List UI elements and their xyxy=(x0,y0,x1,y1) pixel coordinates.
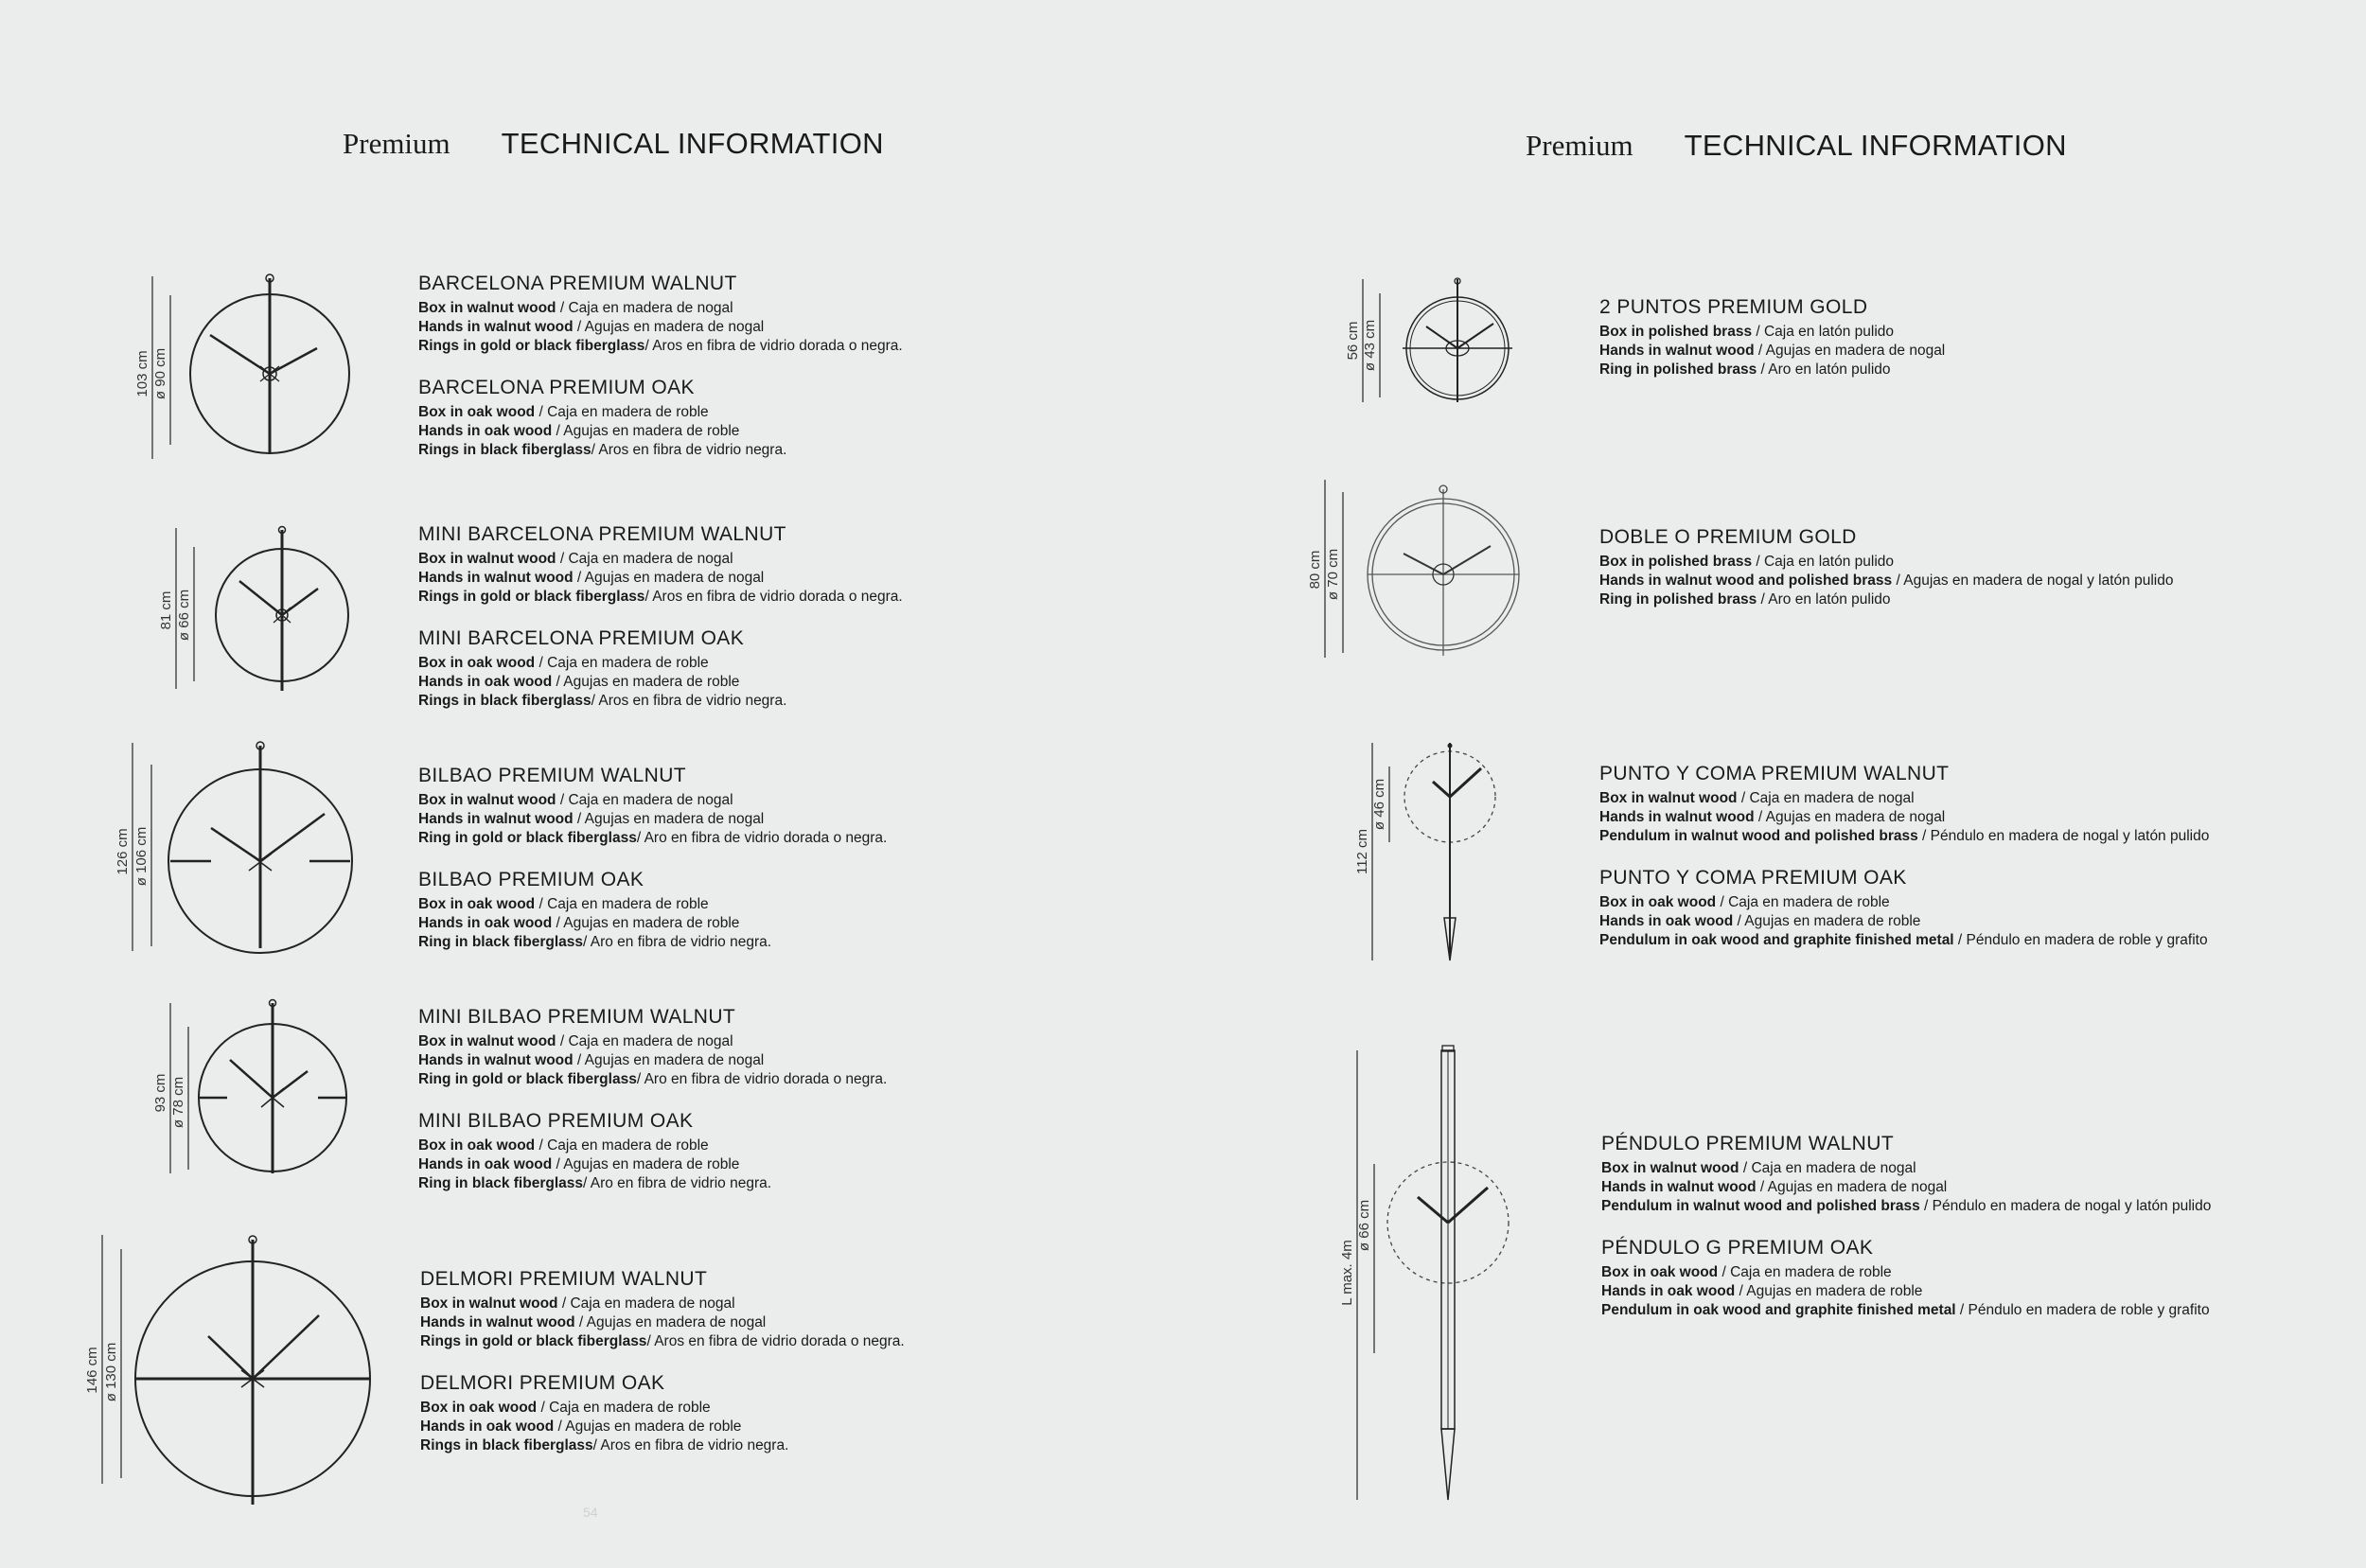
spec-translation: / Agujas en madera de roble xyxy=(1733,913,1921,929)
product-block xyxy=(418,1110,887,1193)
spec-translation: / Aro en fibra de vidrio dorada o negra. xyxy=(636,1071,888,1087)
spec-line xyxy=(1599,808,2209,827)
product-block xyxy=(1599,526,2173,609)
spec-translation: / Agujas en madera de nogal xyxy=(574,1314,767,1330)
spec-material: Hands in walnut wood xyxy=(420,1314,575,1330)
spec-translation: / Caja en madera de roble xyxy=(1716,894,1890,910)
product-block xyxy=(418,765,887,848)
spec-material: Hands in walnut wood and polished brass xyxy=(1599,573,1893,589)
spec-material: Rings in gold or black fiberglass xyxy=(418,589,645,605)
product-name: PÉNDULO PREMIUM WALNUT xyxy=(1601,1133,1895,1154)
spec-material: Rings in gold or black fiberglass xyxy=(420,1333,647,1349)
spec-material: Hands in walnut wood xyxy=(1599,343,1755,359)
spec-line xyxy=(1599,323,1945,342)
spec-line xyxy=(420,1399,905,1418)
dimension-diameter: ø 66 cm xyxy=(176,589,192,642)
spec-material: Ring in black fiberglass xyxy=(418,1175,583,1191)
product-block xyxy=(418,627,903,711)
spec-translation: / Agujas en madera de nogal xyxy=(1754,343,1946,359)
spec-translation: / Caja en madera de roble xyxy=(535,404,709,420)
spec-line xyxy=(418,1155,887,1174)
spec-material: Pendulum in oak wood and graphite finished metal xyxy=(1599,932,1954,948)
spec-translation: / Aros en fibra de vidrio negra. xyxy=(591,442,787,458)
spec-line xyxy=(418,791,887,810)
spec-translation: / Caja en madera de nogal xyxy=(556,300,733,316)
spec-material: Box in walnut wood xyxy=(1601,1160,1739,1176)
spec-material: Box in oak wood xyxy=(1599,894,1717,910)
dimension-height: 56 cm xyxy=(1345,321,1361,361)
right-entry-2 xyxy=(1599,763,2209,971)
spec-translation: / Caja en madera de nogal xyxy=(1739,1160,1916,1176)
2-puntos-clock-drawing xyxy=(1334,274,1524,416)
spec-line xyxy=(418,810,887,829)
spec-line xyxy=(418,337,903,356)
mini-bilbao-clock-drawing xyxy=(147,994,364,1183)
spec-material: Ring in gold or black fiberglass xyxy=(418,830,637,846)
spec-material: Hands in walnut wood xyxy=(418,1052,574,1068)
series-label: Premium xyxy=(1526,129,1633,162)
spec-line xyxy=(418,1032,887,1051)
spec-translation: / Agujas en madera de nogal xyxy=(573,319,765,335)
product-name: PÉNDULO G PREMIUM OAK xyxy=(1601,1237,1874,1259)
spec-line xyxy=(1599,912,2209,931)
spec-line xyxy=(418,933,887,952)
spec-line xyxy=(418,441,903,460)
left-entry-4 xyxy=(420,1268,905,1476)
spec-material: Hands in oak wood xyxy=(1601,1283,1736,1299)
spec-translation: / Agujas en madera de roble xyxy=(554,1418,742,1435)
right-entry-3 xyxy=(1601,1133,2211,1341)
spec-material: Ring in black fiberglass xyxy=(418,934,583,950)
spec-material: Rings in black fiberglass xyxy=(418,693,592,709)
spec-material: Ring in polished brass xyxy=(1599,361,1757,378)
spec-translation: / Aros en fibra de vidrio dorada o negra. xyxy=(646,1333,905,1349)
product-block xyxy=(420,1372,905,1455)
spec-translation: / Caja en madera de roble xyxy=(535,1137,709,1154)
spec-translation: / Agujas en madera de roble xyxy=(1735,1283,1923,1299)
spec-line xyxy=(418,422,903,441)
spec-line xyxy=(1601,1282,2211,1301)
spec-material: Ring in gold or black fiberglass xyxy=(418,1071,637,1087)
spec-line xyxy=(418,1051,887,1070)
right-entry-1 xyxy=(1599,526,2173,630)
spec-material: Box in walnut wood xyxy=(418,792,556,808)
page-title: TECHNICAL INFORMATION xyxy=(501,127,884,160)
product-block xyxy=(420,1268,905,1351)
spec-material: Box in walnut wood xyxy=(1599,790,1738,806)
spec-material: Hands in walnut wood xyxy=(1599,809,1755,825)
spec-line xyxy=(420,1313,905,1332)
spec-line xyxy=(1599,931,2209,950)
spec-line xyxy=(1599,893,2209,912)
spec-material: Box in oak wood xyxy=(418,655,536,671)
dimension-diameter: ø 70 cm xyxy=(1325,548,1341,601)
spec-translation: / Agujas en madera de roble xyxy=(552,423,740,439)
spec-material: Box in polished brass xyxy=(1599,554,1753,570)
spec-translation: / Aros en fibra de vidrio dorada o negra. xyxy=(644,589,903,605)
spec-material: Hands in oak wood xyxy=(418,915,553,931)
dimension-diameter: ø 130 cm xyxy=(103,1342,119,1402)
spec-translation: / Aros en fibra de vidrio negra. xyxy=(592,1437,789,1453)
spec-material: Hands in oak wood xyxy=(418,1156,553,1172)
mini-barcelona-clock-drawing xyxy=(151,520,360,700)
spec-material: Box in oak wood xyxy=(418,404,536,420)
product-name: MINI BILBAO PREMIUM WALNUT xyxy=(418,1006,736,1028)
dimension-diameter: ø 43 cm xyxy=(1362,319,1378,372)
spec-material: Hands in walnut wood xyxy=(1601,1179,1757,1195)
product-name: MINI BARCELONA PREMIUM WALNUT xyxy=(418,523,786,545)
spec-line xyxy=(418,588,903,607)
spec-material: Rings in gold or black fiberglass xyxy=(418,338,645,354)
product-block xyxy=(418,273,903,356)
spec-material: Box in polished brass xyxy=(1599,324,1753,340)
spec-translation: / Caja en madera de roble xyxy=(1718,1264,1892,1280)
spec-line xyxy=(418,654,903,673)
spec-translation: / Agujas en madera de nogal xyxy=(573,1052,765,1068)
spec-material: Hands in walnut wood xyxy=(418,319,574,335)
spec-translation: / Caja en madera de nogal xyxy=(1737,790,1915,806)
spec-material: Hands in walnut wood xyxy=(418,570,574,586)
right-entry-0 xyxy=(1599,296,1945,400)
dimension-height: 93 cm xyxy=(152,1073,168,1113)
spec-translation: / Agujas en madera de nogal xyxy=(1756,1179,1948,1195)
spec-material: Rings in black fiberglass xyxy=(420,1437,593,1453)
spec-translation: / Aros en fibra de vidrio negra. xyxy=(591,693,787,709)
spec-translation: / Péndulo en madera de nogal y latón pulido xyxy=(1919,1198,2212,1214)
spec-line xyxy=(1599,553,2173,572)
dimension-length: L max. 4m xyxy=(1339,1240,1355,1306)
dimension-height: 81 cm xyxy=(158,590,174,630)
product-name: DELMORI PREMIUM OAK xyxy=(420,1372,665,1394)
product-name: BARCELONA PREMIUM WALNUT xyxy=(418,273,737,294)
spec-translation: / Aros en fibra de vidrio dorada o negra. xyxy=(644,338,903,354)
spec-translation: / Agujas en madera de nogal xyxy=(573,811,765,827)
delmori-clock-drawing xyxy=(80,1230,383,1505)
product-name: PUNTO Y COMA PREMIUM OAK xyxy=(1599,867,1907,889)
doble-o-clock-drawing xyxy=(1301,478,1538,667)
product-block xyxy=(1601,1237,2211,1320)
spec-material: Hands in oak wood xyxy=(418,423,553,439)
spec-translation: / Caja en madera de nogal xyxy=(556,1033,733,1049)
spec-line xyxy=(420,1436,905,1455)
spec-material: Pendulum in walnut wood and polished brass xyxy=(1601,1198,1920,1214)
spec-translation: / Agujas en madera de roble xyxy=(552,1156,740,1172)
spec-material: Box in oak wood xyxy=(418,1137,536,1154)
spec-line xyxy=(1601,1159,2211,1178)
spec-translation: / Caja en madera de nogal xyxy=(557,1295,735,1312)
spec-translation: / Aro en latón pulido xyxy=(1757,361,1891,378)
product-block xyxy=(1599,296,1945,379)
spec-material: Box in oak wood xyxy=(418,896,536,912)
spec-line xyxy=(418,569,903,588)
spec-line xyxy=(420,1332,905,1351)
dimension-diameter: ø 46 cm xyxy=(1371,778,1387,831)
product-block xyxy=(1601,1133,2211,1216)
left-entry-2 xyxy=(418,765,887,973)
spec-line xyxy=(1601,1301,2211,1320)
spec-material: Rings in black fiberglass xyxy=(418,442,592,458)
dimension-diameter: ø 66 cm xyxy=(1356,1199,1372,1252)
series-label: Premium xyxy=(343,127,450,160)
barcelona-clock-drawing xyxy=(123,265,369,473)
spec-translation: / Péndulo en madera de roble y grafito xyxy=(1955,1302,2210,1318)
dimension-diameter: ø 106 cm xyxy=(133,826,150,887)
spec-line xyxy=(1601,1178,2211,1197)
bilbao-clock-drawing xyxy=(109,738,374,956)
spec-translation: / Agujas en madera de nogal xyxy=(1754,809,1946,825)
dimension-height: 103 cm xyxy=(134,350,150,397)
left-page-header xyxy=(343,127,884,161)
spec-material: Box in walnut wood xyxy=(418,300,556,316)
spec-line xyxy=(418,829,887,848)
spec-line xyxy=(418,550,903,569)
spec-translation: / Caja en madera de nogal xyxy=(556,551,733,567)
product-name: BARCELONA PREMIUM OAK xyxy=(418,377,695,398)
dimension-diameter: ø 78 cm xyxy=(170,1076,186,1129)
spec-line xyxy=(418,318,903,337)
dimension-height: 126 cm xyxy=(115,828,131,875)
product-block xyxy=(418,523,903,607)
right-page-header xyxy=(1526,129,2067,163)
spec-translation: / Caja en latón pulido xyxy=(1752,324,1894,340)
page-title: TECHNICAL INFORMATION xyxy=(1684,129,2067,162)
spec-translation: / Caja en madera de roble xyxy=(535,896,709,912)
product-block xyxy=(418,377,903,460)
left-entry-0 xyxy=(418,273,903,481)
pendulo-clock-drawing xyxy=(1334,1041,1524,1505)
product-name: DOBLE O PREMIUM GOLD xyxy=(1599,526,1857,548)
left-entry-1 xyxy=(418,523,903,731)
spec-translation: / Caja en madera de roble xyxy=(537,1400,711,1416)
left-entry-3 xyxy=(418,1006,887,1214)
dimension-height: 80 cm xyxy=(1307,550,1323,590)
spec-line xyxy=(418,914,887,933)
spec-material: Box in walnut wood xyxy=(418,1033,556,1049)
spec-material: Hands in oak wood xyxy=(420,1418,555,1435)
dimension-height: 146 cm xyxy=(84,1347,100,1394)
product-name: PUNTO Y COMA PREMIUM WALNUT xyxy=(1599,763,1950,784)
product-block xyxy=(1599,867,2209,950)
product-block xyxy=(418,869,887,952)
product-name: MINI BARCELONA PREMIUM OAK xyxy=(418,627,745,649)
spec-material: Ring in polished brass xyxy=(1599,591,1757,608)
spec-line xyxy=(418,895,887,914)
spec-translation: / Aro en fibra de vidrio dorada o negra. xyxy=(636,830,888,846)
spec-line xyxy=(418,1136,887,1155)
spec-line xyxy=(1599,789,2209,808)
spec-material: Box in walnut wood xyxy=(420,1295,558,1312)
product-name: 2 PUNTOS PREMIUM GOLD xyxy=(1599,296,1868,318)
punto-y-coma-clock-drawing xyxy=(1353,738,1524,965)
spec-line xyxy=(1599,342,1945,361)
spec-translation: / Agujas en madera de nogal y latón pulido xyxy=(1892,573,2174,589)
spec-translation: / Agujas en madera de roble xyxy=(552,674,740,690)
spec-line xyxy=(418,692,903,711)
spec-line xyxy=(1601,1263,2211,1282)
dimension-height: 112 cm xyxy=(1354,828,1370,875)
product-name: BILBAO PREMIUM WALNUT xyxy=(418,765,686,786)
spec-material: Hands in walnut wood xyxy=(418,811,574,827)
spec-line xyxy=(418,673,903,692)
spec-line xyxy=(418,1070,887,1089)
spec-line xyxy=(1599,827,2209,846)
product-name: MINI BILBAO PREMIUM OAK xyxy=(418,1110,694,1132)
spec-translation: / Péndulo en madera de nogal y latón pulido xyxy=(1917,828,2210,844)
spec-translation: / Agujas en madera de nogal xyxy=(573,570,765,586)
spec-line xyxy=(420,1295,905,1313)
product-block xyxy=(1599,763,2209,846)
spec-translation: / Agujas en madera de roble xyxy=(552,915,740,931)
spec-material: Box in oak wood xyxy=(1601,1264,1719,1280)
spec-line xyxy=(1601,1197,2211,1216)
spec-translation: / Caja en latón pulido xyxy=(1752,554,1894,570)
spec-translation: / Caja en madera de nogal xyxy=(556,792,733,808)
spec-line xyxy=(1599,590,2173,609)
product-name: BILBAO PREMIUM OAK xyxy=(418,869,644,890)
spec-line xyxy=(1599,361,1945,379)
spec-line xyxy=(418,1174,887,1193)
spec-translation: / Aro en fibra de vidrio negra. xyxy=(583,934,772,950)
spec-translation: / Aro en fibra de vidrio negra. xyxy=(583,1175,772,1191)
spec-material: Pendulum in walnut wood and polished brass xyxy=(1599,828,1918,844)
spec-line xyxy=(418,299,903,318)
page-number: 54 xyxy=(583,1505,598,1520)
spec-translation: / Aro en latón pulido xyxy=(1757,591,1891,608)
spec-line xyxy=(418,403,903,422)
spec-material: Box in oak wood xyxy=(420,1400,538,1416)
spec-translation: / Caja en madera de roble xyxy=(535,655,709,671)
spec-line xyxy=(420,1418,905,1436)
spec-translation: / Péndulo en madera de roble y grafito xyxy=(1953,932,2208,948)
spec-material: Box in walnut wood xyxy=(418,551,556,567)
product-block xyxy=(418,1006,887,1089)
dimension-diameter: ø 90 cm xyxy=(152,347,168,400)
product-name: DELMORI PREMIUM WALNUT xyxy=(420,1268,708,1290)
spec-material: Pendulum in oak wood and graphite finished metal xyxy=(1601,1302,1956,1318)
spec-material: Hands in oak wood xyxy=(1599,913,1734,929)
spec-material: Hands in oak wood xyxy=(418,674,553,690)
spec-line xyxy=(1599,572,2173,590)
